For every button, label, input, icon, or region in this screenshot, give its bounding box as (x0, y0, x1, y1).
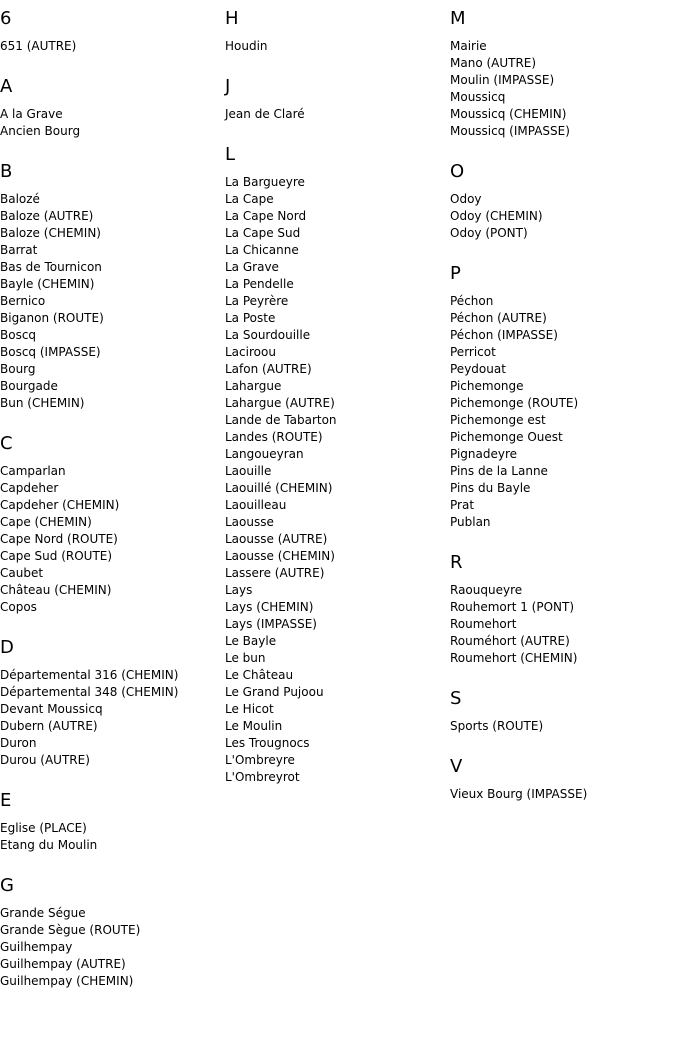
street-name: Baloze (CHEMIN) (0, 226, 101, 240)
street-name: Cape Nord (ROUTE) (0, 532, 118, 546)
street-list (0, 659, 225, 769)
street-name: Moussicq (450, 90, 506, 104)
letter-heading: P (450, 263, 461, 284)
street-name: L'Ombreyre (225, 753, 295, 767)
street-name: Les Trougnocs (225, 736, 310, 750)
letter-heading: V (450, 756, 463, 777)
street-name: Moussicq (CHEMIN) (450, 107, 567, 121)
letter-section (450, 255, 675, 531)
street-name: Laciroou (225, 345, 276, 359)
street-list (450, 574, 675, 667)
street-name: Grande Ségue (0, 906, 86, 920)
street-list (0, 812, 225, 854)
street-name: Lays (225, 583, 253, 597)
street-name: Le Hicot (225, 702, 274, 716)
street-name: Lassere (AUTRE) (225, 566, 325, 580)
street-index-column-1 (0, 0, 225, 1003)
street-name: Peydouat (450, 362, 506, 376)
street-name: Landes (ROUTE) (225, 430, 323, 444)
street-name: Publan (450, 515, 491, 529)
street-name: Départemental 316 (CHEMIN) (0, 668, 179, 682)
street-list (0, 30, 225, 55)
letter-heading: S (450, 688, 462, 709)
street-name: Caubet (0, 566, 44, 580)
letter-section (0, 629, 225, 769)
street-list (450, 710, 675, 735)
street-name: Capdeher (0, 481, 59, 495)
street-name: Mairie (450, 39, 487, 53)
street-name: Cape (CHEMIN) (0, 515, 92, 529)
street-name: La Cape Nord (225, 209, 307, 223)
street-name: Bourgade (0, 379, 58, 393)
street-name: Bernico (0, 294, 46, 308)
letter-section (225, 68, 450, 123)
letter-section (450, 680, 675, 735)
letter-heading: H (225, 8, 239, 29)
letter-section (0, 153, 225, 412)
street-name: Pichemonge (450, 379, 524, 393)
street-name: Eglise (PLACE) (0, 821, 87, 835)
street-name: Balozé (0, 192, 40, 206)
letter-heading: B (0, 161, 13, 182)
street-name: Bourg (0, 362, 36, 376)
street-name: Copos (0, 600, 37, 614)
letter-heading: 6 (0, 8, 12, 29)
street-name: L'Ombreyrot (225, 770, 300, 784)
street-name: Devant Moussicq (0, 702, 103, 716)
street-name: Laousse (CHEMIN) (225, 549, 335, 563)
street-name: Perricot (450, 345, 496, 359)
street-name: Lays (CHEMIN) (225, 600, 314, 614)
letter-heading: O (450, 161, 465, 182)
street-name: Bayle (CHEMIN) (0, 277, 95, 291)
street-name: Laousse (AUTRE) (225, 532, 328, 546)
letter-section (450, 544, 675, 667)
street-name: Bas de Tournicon (0, 260, 102, 274)
street-name: Odoy (PONT) (450, 226, 528, 240)
street-list (225, 30, 450, 55)
street-name: Durou (AUTRE) (0, 753, 90, 767)
street-name: Mano (AUTRE) (450, 56, 537, 70)
letter-section (0, 425, 225, 616)
letter-heading: J (225, 76, 231, 97)
street-name: Guilhempay (0, 940, 73, 954)
street-name: Boscq (0, 328, 37, 342)
street-name: Le bun (225, 651, 266, 665)
street-index-column-3 (450, 0, 675, 816)
street-name: Lande de Tabarton (225, 413, 337, 427)
street-name: Pins du Bayle (450, 481, 531, 495)
street-name: Pichemonge Ouest (450, 430, 563, 444)
street-name: La Poste (225, 311, 276, 325)
letter-section (225, 0, 450, 55)
street-name: Barrat (0, 243, 38, 257)
street-name: Le Grand Pujoou (225, 685, 324, 699)
street-name: Lafon (AUTRE) (225, 362, 312, 376)
street-name: Capdeher (CHEMIN) (0, 498, 120, 512)
street-list (225, 166, 450, 786)
letter-section (0, 68, 225, 140)
letter-section (450, 748, 675, 803)
street-name: Rouhemort 1 (PONT) (450, 600, 575, 614)
street-name: Dubern (AUTRE) (0, 719, 98, 733)
street-list (0, 183, 225, 412)
street-name: Camparlan (0, 464, 66, 478)
street-name: Moulin (IMPASSE) (450, 73, 555, 87)
street-list (450, 30, 675, 140)
street-name: Laouilleau (225, 498, 287, 512)
street-name: Raouqueyre (450, 583, 523, 597)
street-name: Cape Sud (ROUTE) (0, 549, 113, 563)
letter-section (225, 136, 450, 786)
street-name: Roumehort (CHEMIN) (450, 651, 578, 665)
street-name: 651 (AUTRE) (0, 39, 77, 53)
letter-heading: G (0, 875, 14, 896)
street-name: La Cape (225, 192, 274, 206)
street-name: Pins de la Lanne (450, 464, 548, 478)
street-name: Vieux Bourg (IMPASSE) (450, 787, 588, 801)
street-name: Laouille (225, 464, 272, 478)
street-name: Pichemonge (ROUTE) (450, 396, 579, 410)
letter-heading: C (0, 433, 13, 454)
street-name: A la Grave (0, 107, 63, 121)
street-name: Odoy (CHEMIN) (450, 209, 543, 223)
street-list (450, 285, 675, 531)
street-name: Biganon (ROUTE) (0, 311, 104, 325)
street-name: Rouméhort (AUTRE) (450, 634, 570, 648)
street-name: Le Bayle (225, 634, 277, 648)
street-name: Sports (ROUTE) (450, 719, 544, 733)
street-list (0, 98, 225, 140)
letter-heading: D (0, 637, 14, 658)
street-name: Houdin (225, 39, 268, 53)
street-name: La Pendelle (225, 277, 294, 291)
street-name: Lahargue (225, 379, 282, 393)
street-name: Le Château (225, 668, 294, 682)
letter-section (450, 0, 675, 140)
letter-heading: R (450, 552, 463, 573)
street-name: Le Moulin (225, 719, 283, 733)
street-name: Château (CHEMIN) (0, 583, 112, 597)
letter-heading: E (0, 790, 12, 811)
street-name: Pichemonge est (450, 413, 546, 427)
street-name: La Cape Sud (225, 226, 301, 240)
street-name: Baloze (AUTRE) (0, 209, 94, 223)
letter-heading: L (225, 144, 236, 165)
street-name: Guilhempay (AUTRE) (0, 957, 126, 971)
street-name: Duron (0, 736, 37, 750)
letter-section (0, 782, 225, 854)
street-name: Grande Sègue (ROUTE) (0, 923, 141, 937)
street-list (450, 778, 675, 803)
street-name: Boscq (IMPASSE) (0, 345, 101, 359)
street-name: Langoueyran (225, 447, 304, 461)
street-name: Laousse (225, 515, 274, 529)
street-name: Bun (CHEMIN) (0, 396, 85, 410)
street-name: Etang du Moulin (0, 838, 98, 852)
letter-heading: A (0, 76, 13, 97)
street-list (0, 897, 225, 990)
letter-section (0, 0, 225, 55)
street-name: Roumehort (450, 617, 517, 631)
street-name: La Grave (225, 260, 279, 274)
street-name: Odoy (450, 192, 482, 206)
street-name: Péchon (450, 294, 494, 308)
street-list (225, 98, 450, 123)
street-name: Lays (IMPASSE) (225, 617, 317, 631)
street-name: Guilhempay (CHEMIN) (0, 974, 134, 988)
street-name: Départemental 348 (CHEMIN) (0, 685, 179, 699)
street-name: Prat (450, 498, 475, 512)
letter-heading: M (450, 8, 466, 29)
street-name: Lahargue (AUTRE) (225, 396, 335, 410)
street-name: Pignadeyre (450, 447, 518, 461)
street-name: La Chicanne (225, 243, 299, 257)
street-name: Laouillé (CHEMIN) (225, 481, 333, 495)
street-name: Ancien Bourg (0, 124, 81, 138)
street-list (450, 183, 675, 242)
street-name: Péchon (IMPASSE) (450, 328, 558, 342)
street-list (0, 455, 225, 616)
street-name: La Bargueyre (225, 175, 305, 189)
street-name: Péchon (AUTRE) (450, 311, 547, 325)
street-name: La Sourdouille (225, 328, 311, 342)
street-index-column-2 (225, 0, 450, 799)
letter-section (0, 867, 225, 990)
street-name: Jean de Claré (225, 107, 305, 121)
street-name: La Peyrère (225, 294, 289, 308)
letter-section (450, 153, 675, 242)
street-name: Moussicq (IMPASSE) (450, 124, 570, 138)
